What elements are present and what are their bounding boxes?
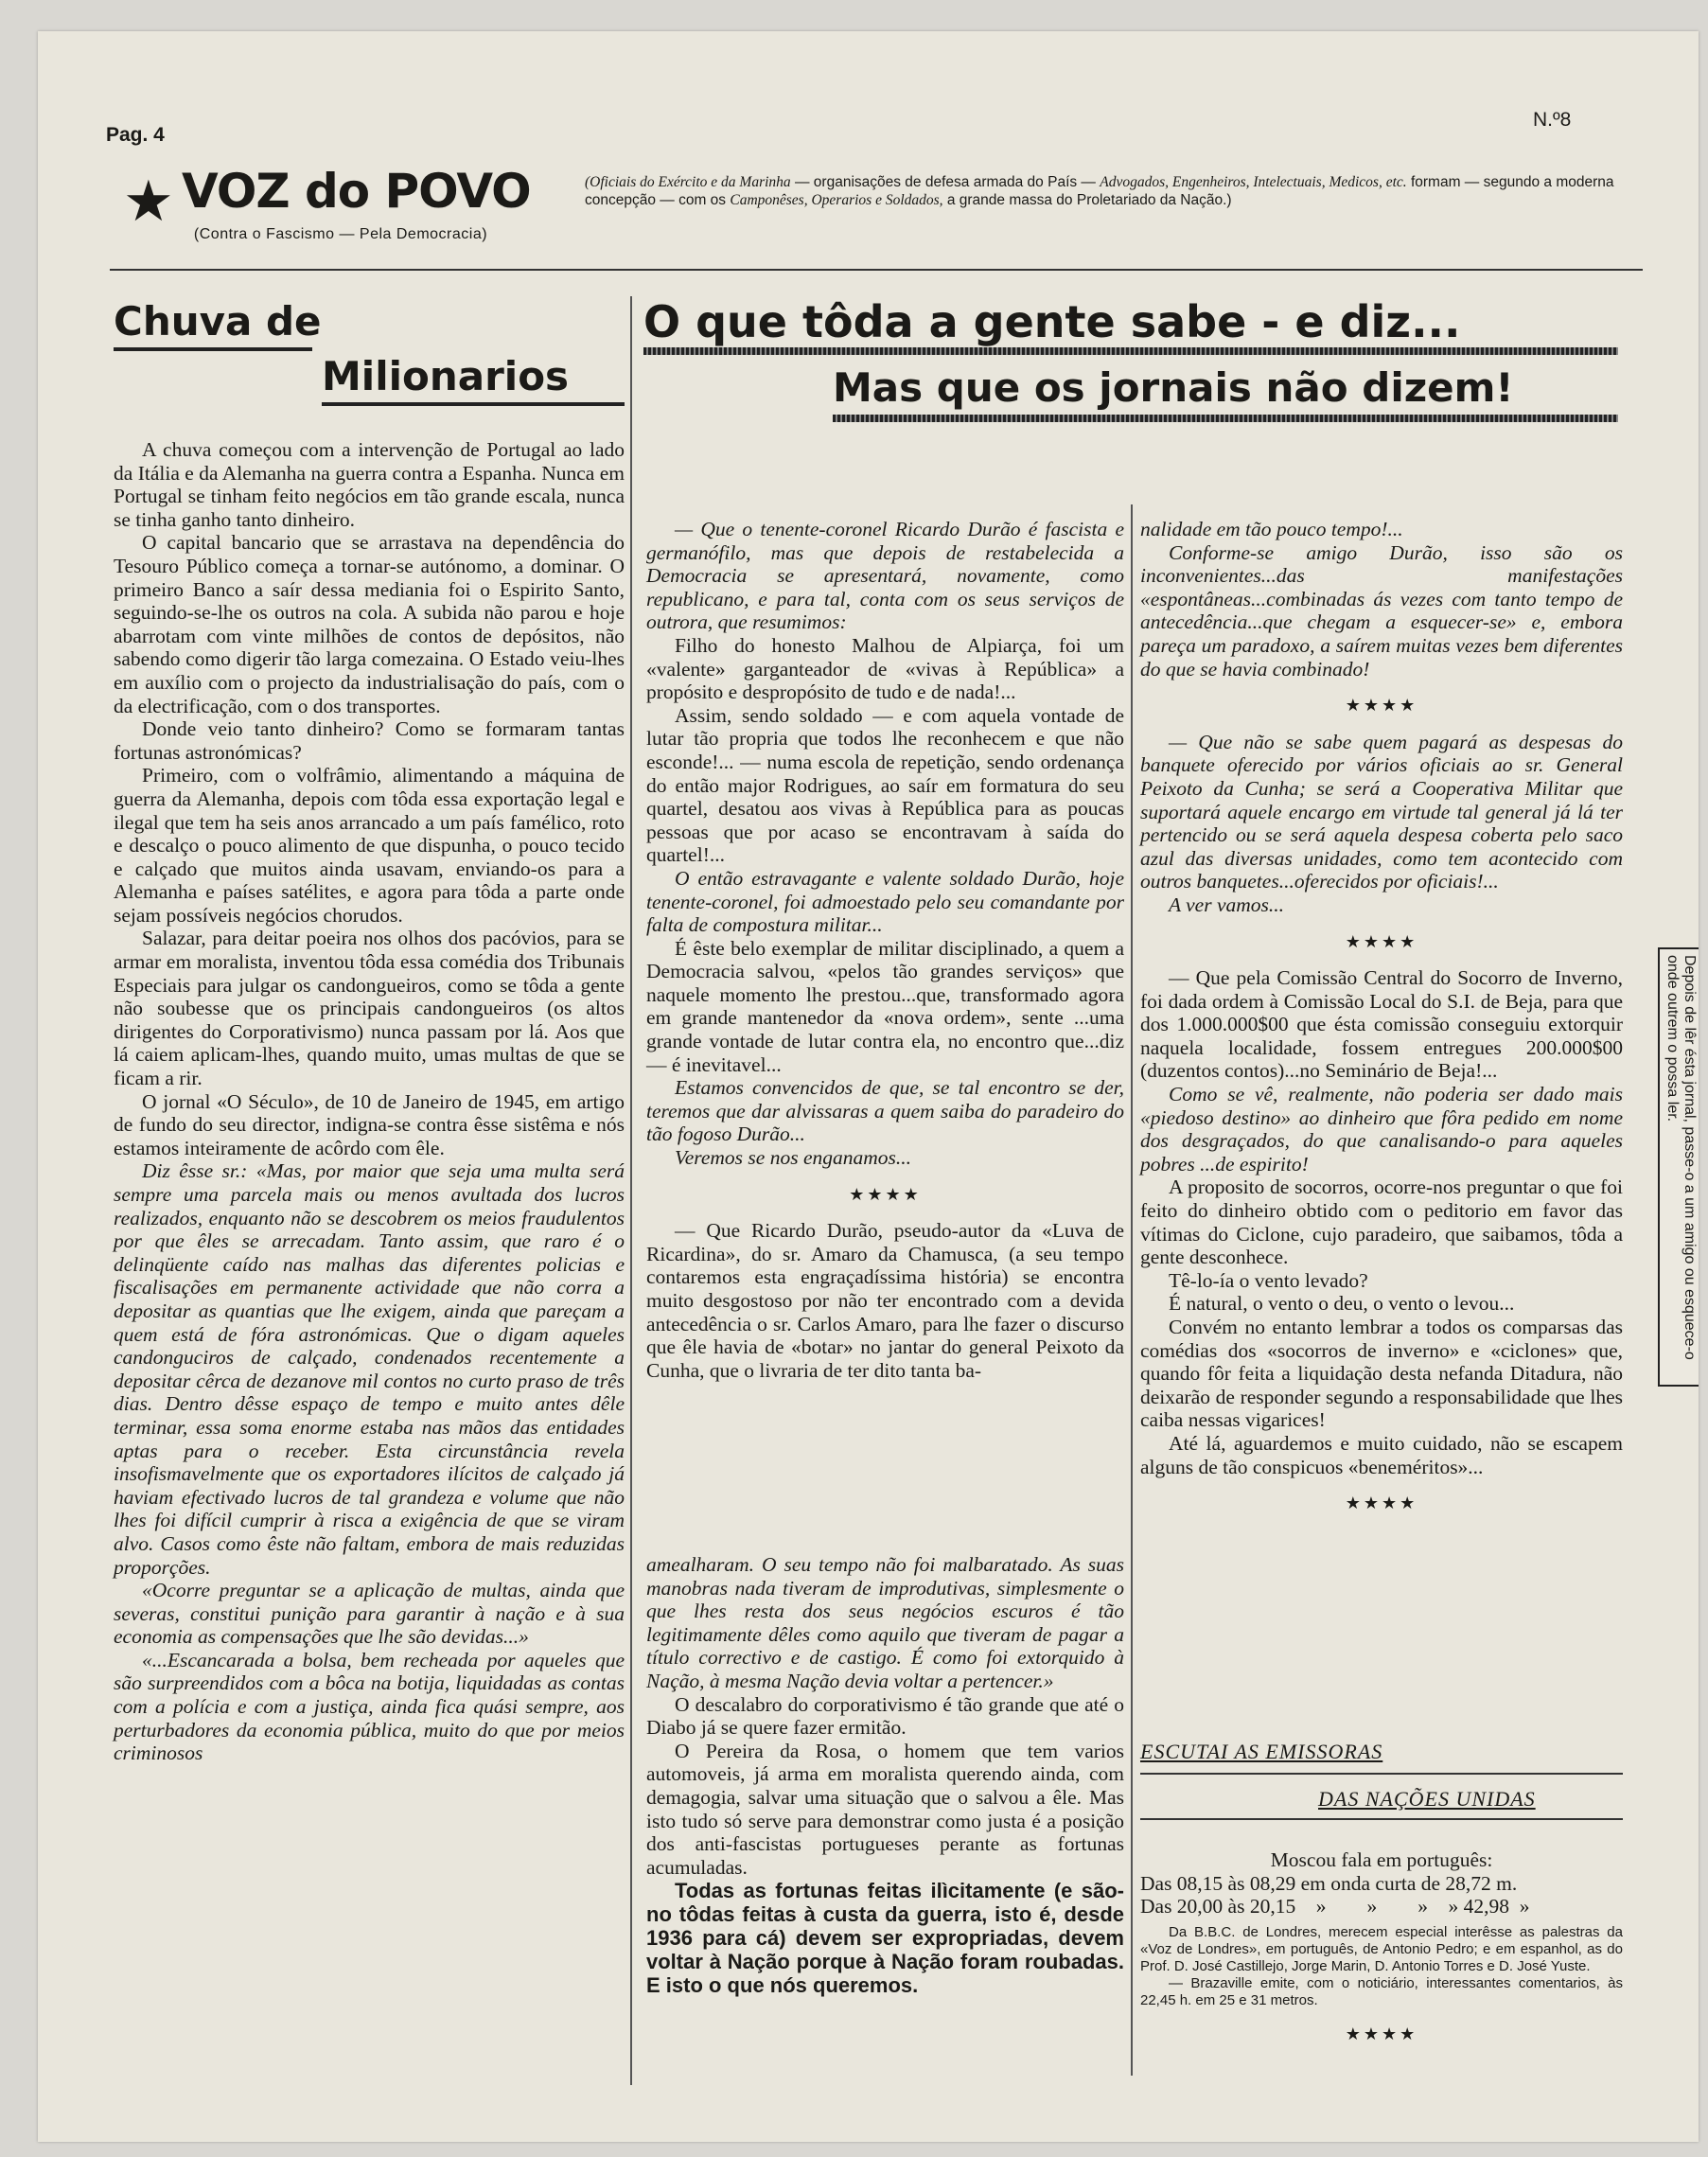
column-rule: [630, 296, 632, 2085]
header-rule: [110, 269, 1643, 271]
column-rule: [1131, 504, 1133, 2076]
article-column-gente-1: [646, 518, 1124, 1382]
radio-line: Das 08,15 às 08,29 em onda curta de 28,72 m.: [1140, 1871, 1518, 1895]
title-underline: [114, 347, 312, 351]
paragraph: O capital bancario que se arrastava na dependência do Tesouro Público começa a tornar-se autónomo, a dominar. O primeiro Banco a saír dessa mediania foi o Espirito Santo, seguindo-se-lhe os outros na cola. A subida não parou e hoje abarrotam com vinte milhões de contos de depósitos, não sabendo como digerir tão larga comezaina. O Estado veiu-lhes em auxílio com o projecto da industrialisação do país, com o da electrificação, com o dos transportes.: [114, 531, 625, 717]
masthead-tagline: (Contra o Fascismo — Pela Democracia): [193, 226, 488, 242]
article-title-line1: Chuva de: [114, 298, 322, 345]
radio-heading-1: ESCUTAI AS EMISSORAS: [1140, 1740, 1383, 1763]
radio-note: — Brazaville emite, com o noticiário, interessantes comentarios, às 22,45 h. em 25 e 31 metros.: [1140, 1974, 1623, 2008]
paragraph: Tê-lo-ía o vento levado?: [1169, 1268, 1368, 1292]
paragraph: É natural, o vento o deu, o vento o levou...: [1169, 1292, 1515, 1316]
radio-line: Moscou fala em português:: [1270, 1848, 1493, 1871]
section-stars: ★★★★: [1345, 696, 1418, 716]
paragraph: Salazar, para deitar poeira nos olhos dos pacóvios, para se armar em moralista, inventou tôda essa comédia dos Tribunais Especiais para julgar os candongueiros, como se tôda a gente não soubesse que os principais candongueiros (os altos dirigentes do Corporativismo) nunca passam por lá. Aos que lá caiem aplicam-lhes, quando muito, umas multas de que se ficam a rir.: [114, 927, 625, 1090]
title-underline: [322, 402, 625, 406]
paragraph: O então estravagante e valente soldado Durão, hoje tenente-coronel, foi admoestado pelo seu comandante por falta de compostura militar...: [646, 866, 1124, 937]
paragraph: «Ocorre preguntar se a aplicação de multas, ainda que severas, constitui punição para garantir à nação e à sua economia as compensações que lhe são devidas...»: [114, 1579, 625, 1649]
article-subtitle: Mas que os jornais não dizem!: [833, 364, 1514, 411]
paragraph: É êste belo exemplar de militar disciplinado, a quem a Democracia salvou, «pelos tão grandes serviços» que naquele momento lhe prestou...que, transformado agora em grande mantenedor da «nova ordem», sente ...uma grande vontade de lutar contra ela, no encontro que...diz — é inevitavel...: [646, 936, 1124, 1076]
paragraph: Donde veio tanto dinheiro? Como se formaram tantas fortunas astronómicas?: [114, 717, 625, 764]
paragraph: amealharam. O seu tempo não foi malbaratado. As suas manobras nada tiveram de improdutivas, simplesmente o que lhes resta dos seus negócios escuros é tão legitimamente dêles como aquilo que tiveram de pagar a título correctivo e de castigo. É como foi extorquido à Nação, à mesma Nação devia voltar a pertencer.»: [646, 1553, 1124, 1692]
radio-rule: [1140, 1773, 1623, 1775]
section-stars: ★★★★: [1345, 2024, 1418, 2043]
paragraph: Assim, sendo soldado — e com aquela vontade de lutar tão propria que todos lhe reconhecem e que não esconde!... — numa escola de repetição, sendo ordenança do então major Rodrigues, ao saír em formatura do seu quartel, desatou aos vivas à República para as poucas pessoas que por acaso se encontravam à saída do quartel!...: [646, 703, 1124, 867]
title-rule: [833, 415, 1618, 422]
paragraph: Conforme-se amigo Durão, isso são os inconvenientes...das manifestações «espontâneas...combinadas ás vezes com tanto tempo de antecedência...que chegam a esquecer-se» e, embora pareça um paradoxo, a saírem muitas vezes bem diferentes do que se havia combinado!: [1140, 540, 1623, 681]
section-stars: ★★★★: [849, 1184, 922, 1204]
article-column-gente-2: [1140, 518, 1623, 1529]
masthead-logo: [123, 143, 568, 247]
paragraph: Diz êsse sr.: «Mas, por maior que seja uma multa será sempre uma parcela mais ou menos avultada dos lucros realizados, enquanto não se descobrem os meios fraudulentos por que êles se arrecadam. Tanto assim, que raro é o delinqüente caído nas malhas das diferentes policias e fiscalisações em permanente actividade que não corra a depositar as quantias que lhe exigem, ainda que pareçam a quem está de fóra astronómicas. Que o digam aqueles candonguciros de calçado, condenados recentemente a depositar cêrca de dezanove mil contos no curto praso de três dias. Dentro dêsse espaço de tempo e muito antes dêle terminar, essa soma enorme estaba nas mãos das entidades aptas para o receber. Esta circunstância revela insofismavelmente que os exportadores ilícitos de calçado já haviam efectivado lucros de tal grandeza e volume que não lhes foi difícil cumprir à risca a exigência de que se viram alvo. Casos como êste não faltam, embora de mais reduzidas proporções.: [114, 1159, 625, 1579]
paragraph: Como se vê, realmente, não poderia ser dado mais «piedoso destino» ao dinheiro que fôra pedido em nome dos desgraçados, do que canalisando-o para aqueles pobres ...de espirito!: [1140, 1083, 1623, 1176]
paragraph: Filho do honesto Malhou de Alpiarça, foi um «valente» garganteador de «vivas à República» a propósito e despropósito de tudo e de nada!...: [646, 633, 1124, 704]
closing-statement: Todas as fortunas feitas ilìcitamente (e são-no tôdas feitas à custa da guerra, isto é, desde 1936 para cá) devem ser expropriadas, devem voltar à Nação porque à Nação foram roubadas. E isto o que nós queremos.: [646, 1879, 1124, 1998]
newspaper-page: [38, 31, 1699, 2142]
paragraph: «...Escancarada a bolsa, bem recheada por aqueles que são surpreendidos com a bôca na botija, liquidadas as contas com a polícia e com a justiça, ainda fica quási sempre, aos perturbadores da economia pública, muito do que por meios criminosos: [114, 1648, 625, 1765]
paragraph: — Que pela Comissão Central do Socorro de Inverno, foi dada ordem à Comissão Local do S.I. de Beja, para que dos 1.000.000$00 que ésta comissão conseguiu extorquir naquela localidade, fossem entregues 200.000$00 (duzentos contos)...no Seminário de Beja!...: [1140, 966, 1623, 1083]
paragraph: O descalabro do corporativismo é tão grande que até o Diabo já se quere fazer ermitão.: [646, 1692, 1124, 1740]
issue-number: N.º8: [1533, 109, 1572, 131]
header-note: (Oficiais do Exército e da Marinha — organisações de defesa armada do País — Advogados, Engenheiros, Intelectuais, Medicos, etc. formam — segundo a moderna concepção — com os Camponêses, Operarios e Soldados, a grande massa do Proletariado da Nação.): [585, 174, 1614, 208]
star-icon: ★: [123, 170, 174, 233]
paragraph: — Que Ricardo Durão, pseudo-autor da «Luva de Ricardina», do sr. Amaro da Chamusca, (a seu tempo contaremos esta engraçadíssima história) se encontra muito desgostoso por não ter encontrado com a devida antecedência o sr. Carlos Amaro, para lhe fazer o discurso que êle havia de «botar» no jantar do general Peixoto da Cunha, que o livraria de ter dito tanta ba-: [646, 1219, 1124, 1382]
paragraph: Veremos se nos enganamos...: [675, 1146, 912, 1170]
side-note-box: [1658, 947, 1699, 1387]
radio-heading-2: DAS NAÇÕES UNIDAS: [1318, 1787, 1536, 1811]
paragraph: nalidade em tão pouco tempo!...: [1140, 518, 1403, 540]
paragraph: A proposito de socorros, ocorre-nos preguntar o que foi feito do dinheiro obtido com o peditorio em favor das vítimas do Ciclone, cujo paradeiro, que saibamos, tôda a gente desconhece.: [1140, 1176, 1623, 1269]
paragraph: — Que não se sabe quem pagará as despesas do banquete oferecido por vários oficiais ao sr. General Peixoto da Cunha; se será a Cooperativa Militar que suportará aquele encargo em virtude tal general já lá ter pertencido ou se será aquela despesa coberta pelo saco azul das diversas unidades, como tem acontecido com outros banquetes...oferecidos por oficiais!...: [1140, 730, 1623, 893]
article-column-gente-1b: [646, 1553, 1124, 1997]
section-stars: ★★★★: [1345, 931, 1418, 951]
radio-schedule: [1140, 1848, 1623, 2059]
radio-rule: [1140, 1818, 1623, 1820]
paragraph: Convém no entanto lembrar a todos os comparsas das comédias dos «socorros de inverno» e «ciclones» que, quando fôr feita a liquidação desta nefanda Ditadura, não deixarão de responder segundo a responsabilidade que lhes caiba nessas vigarices!: [1140, 1316, 1623, 1432]
paragraph: — Que o tenente-coronel Ricardo Durão é fascista e germanófilo, mas que depois de restabelecida a Democracia se apresentará, novamente, como republicano, e para tal, conta com os seus serviços de outrora, que resumimos:: [646, 518, 1124, 634]
title-rule: [643, 347, 1618, 355]
paragraph: Primeiro, com o volfrâmio, alimentando a máquina de guerra da Alemanha, depois com tôda essa exportação legal e ilegal que tem ha seis anos arrancado a um país famélico, roto e descalço o pouco alimento de que dispunha, o pouco tecido e calçado que muitos ainda usavam, enviando-os para a Alemanha e países satélites, e agora para tôda a parte onde sejam possíveis negócios chorudos.: [114, 764, 625, 927]
radio-note: Da B.B.C. de Londres, merecem especial interêsse as palestras da «Voz de Londres», em português, de Antonio Pedro; e em espanhol, as do Prof. D. José Castillejo, Jorge Marin, D. Antonio Torres e D. José Yuste.: [1140, 1923, 1623, 1974]
page-label: Pag. 4: [106, 124, 165, 146]
side-note-text: Depois de lêr ésta jornal, passe-o a um amigo ou esquece-o onde outrem o possa ler.: [1664, 955, 1698, 1360]
paragraph: A ver vamos...: [1169, 893, 1285, 916]
article-column-chuva: [114, 438, 625, 1765]
article-title: O que tôda a gente sabe - e diz...: [643, 296, 1461, 347]
paragraph: O jornal «O Século», de 10 de Janeiro de 1945, em artigo de fundo do seu director, indigna-se contra êsse sistêma e nós estamos inteiramente de acôrdo com êle.: [114, 1089, 625, 1159]
radio-line: Das 20,00 às 20,15 » » » » 42,98 »: [1140, 1895, 1530, 1918]
paragraph: Estamos convencidos de que, se tal encontro se der, teremos que dar alvissaras a quem saiba do paradeiro do tão fogoso Durão...: [646, 1076, 1124, 1146]
section-stars: ★★★★: [1345, 1494, 1418, 1513]
masthead-title: VOZ do POVO: [182, 164, 531, 219]
paragraph: Até lá, aguardemos e muito cuidado, não se escapem alguns de tão conspicuos «beneméritos»...: [1140, 1431, 1623, 1478]
paragraph: O Pereira da Rosa, o homem que tem varios automoveis, já arma em moralista querendo ainda, com demagogia, salvar uma situação que o salvou a êle. Mas isto tudo só serve para demonstrar como justa é a posição dos anti-fascistas portugueses perante as fortunas acumuladas.: [646, 1739, 1124, 1879]
paragraph: A chuva começou com a intervenção de Portugal ao lado da Itália e da Alemanha na guerra contra a Espanha. Nunca em Portugal se tinham feito negócios em tão grande escala, nunca se tinha ganho tanto dinheiro.: [114, 438, 625, 531]
article-title-line2: Milionarios: [322, 353, 570, 399]
